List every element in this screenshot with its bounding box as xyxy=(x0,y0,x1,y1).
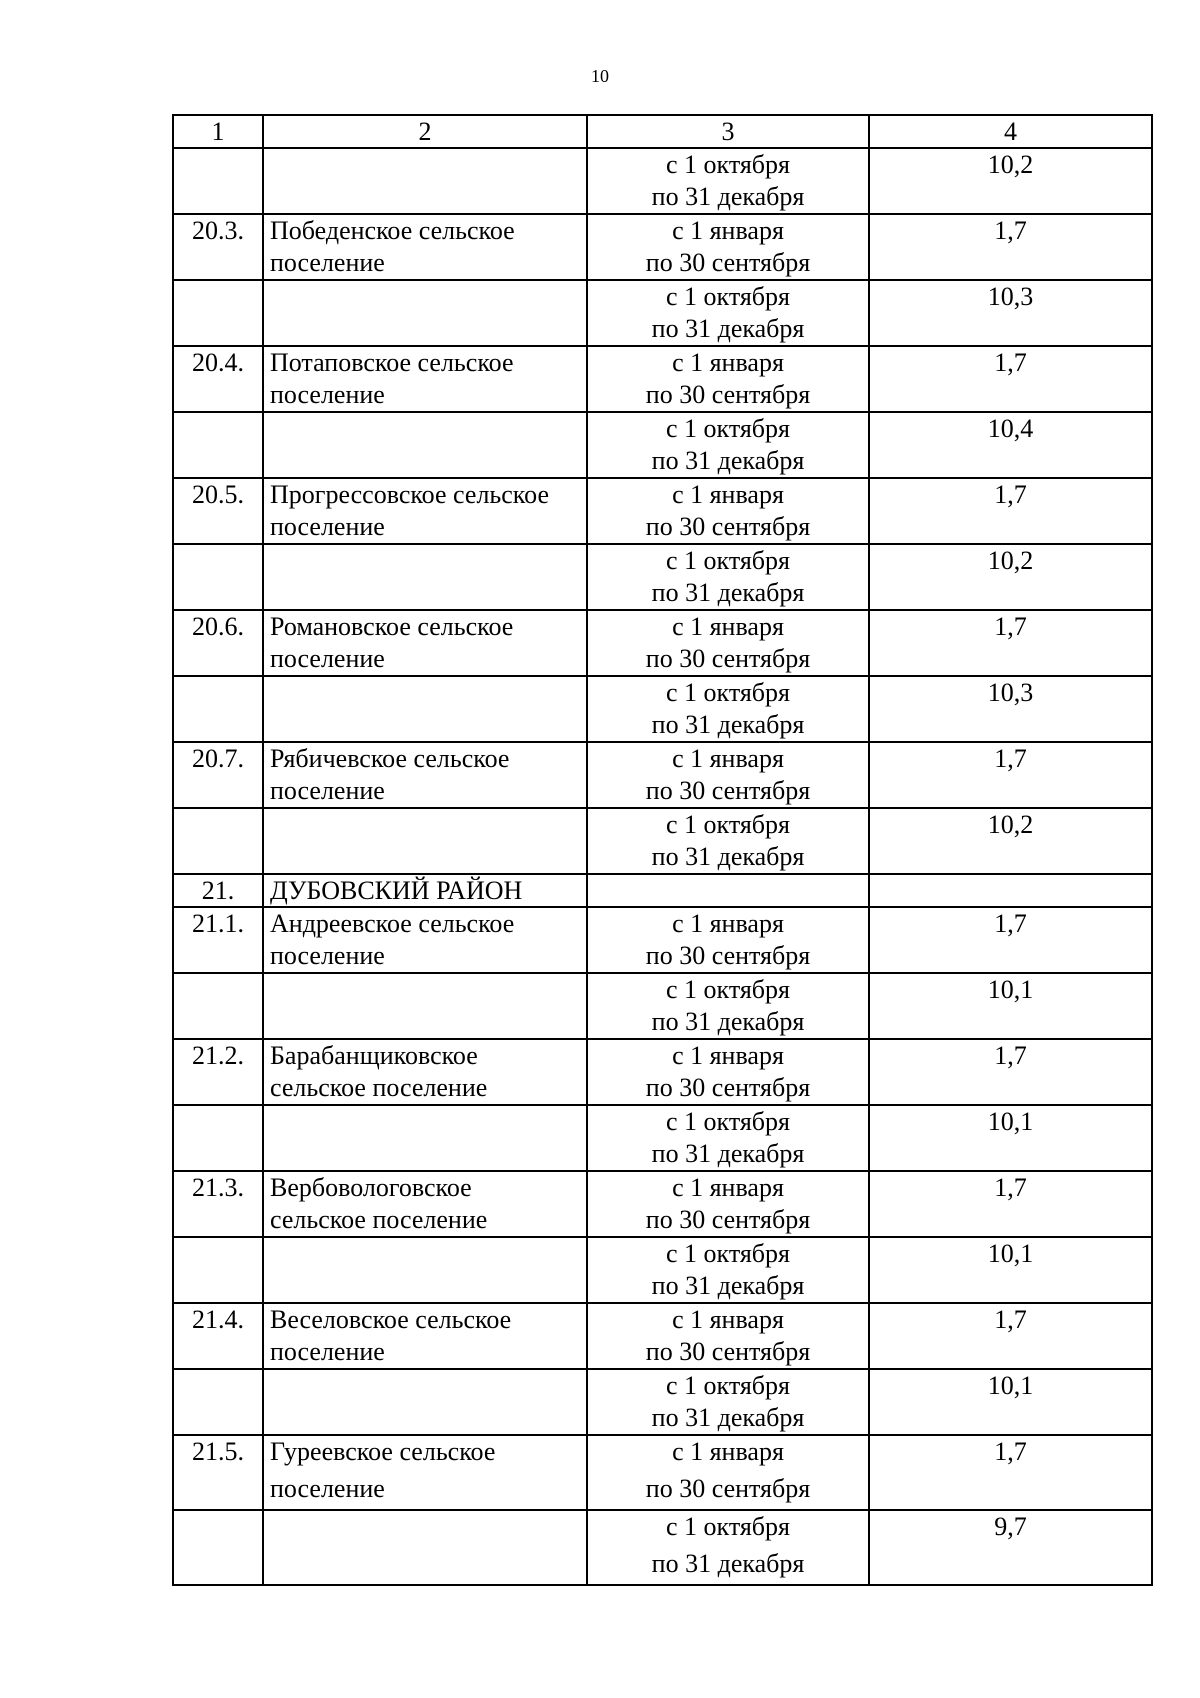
settlement-name-cell xyxy=(263,544,587,610)
table-row xyxy=(173,973,1152,1039)
period-cell xyxy=(587,1510,869,1585)
period-start: с 1 октября xyxy=(666,282,790,311)
table-row xyxy=(173,1369,1152,1435)
period-cell xyxy=(587,214,869,280)
row-number-cell: 20.6. xyxy=(173,610,263,676)
settlement-name-line-2: поселение xyxy=(270,380,385,409)
period-start: с 1 октября xyxy=(666,546,790,575)
table-row xyxy=(173,280,1152,346)
settlement-name-line-2: поселение xyxy=(270,941,385,970)
row-number-cell: 20.3. xyxy=(173,214,263,280)
table-row xyxy=(173,1105,1152,1171)
period-start: с 1 января xyxy=(672,909,784,938)
value-cell: 10,1 xyxy=(869,1237,1152,1303)
table-row xyxy=(173,874,1152,907)
page-number: 10 xyxy=(591,66,609,86)
value-cell: 1,7 xyxy=(869,214,1152,280)
period-end: по 31 декабря xyxy=(651,1007,805,1036)
table-row xyxy=(173,742,1152,808)
value-cell: 10,2 xyxy=(869,808,1152,874)
period-start: с 1 октября xyxy=(666,975,790,1004)
period-end: по 31 декабря xyxy=(651,314,805,343)
settlement-name-cell xyxy=(263,610,587,676)
settlement-name-cell xyxy=(263,1105,587,1171)
value-cell: 10,3 xyxy=(869,676,1152,742)
period-start: с 1 октября xyxy=(666,678,790,707)
table-row xyxy=(173,214,1152,280)
period-start: с 1 января xyxy=(672,348,784,377)
settlement-name-line-2: поселение xyxy=(270,248,385,277)
value-cell: 1,7 xyxy=(869,907,1152,973)
row-number-cell xyxy=(173,148,263,214)
period-cell xyxy=(587,1105,869,1171)
header-cell-2: 2 xyxy=(263,115,587,148)
row-number-cell xyxy=(173,1237,263,1303)
period-end: по 31 декабря xyxy=(651,446,805,475)
row-number-cell xyxy=(173,1510,263,1585)
period-end: по 30 сентября xyxy=(645,776,811,805)
table-header-row xyxy=(173,115,1152,148)
settlement-name-line-1: Рябичевское сельское xyxy=(270,744,510,773)
value-cell: 1,7 xyxy=(869,742,1152,808)
table-row xyxy=(173,412,1152,478)
settlement-name-line-1: Барабанщиковское xyxy=(270,1041,478,1070)
settlement-name-cell xyxy=(263,478,587,544)
row-number-cell: 20.7. xyxy=(173,742,263,808)
settlement-name-cell xyxy=(263,907,587,973)
settlement-name-line-2: поселение xyxy=(270,776,385,805)
period-end: по 30 сентября xyxy=(645,512,811,541)
row-number-cell xyxy=(173,412,263,478)
settlement-name-line-2: поселение xyxy=(270,644,385,673)
settlement-name-cell xyxy=(263,676,587,742)
period-start: с 1 января xyxy=(672,612,784,641)
period-cell xyxy=(587,973,869,1039)
period-end: по 31 декабря xyxy=(651,1271,805,1300)
period-start: с 1 января xyxy=(672,1173,784,1202)
settlement-name-line-2: сельское поселение xyxy=(270,1073,488,1102)
period-end: по 30 сентября xyxy=(645,1474,811,1503)
settlement-name-cell xyxy=(263,1237,587,1303)
period-cell xyxy=(587,907,869,973)
table-row xyxy=(173,148,1152,214)
period-cell xyxy=(587,1435,869,1510)
row-number-cell xyxy=(173,1105,263,1171)
period-cell xyxy=(587,676,869,742)
header-cell-4: 4 xyxy=(869,115,1152,148)
row-number-cell xyxy=(173,676,263,742)
value-cell: 10,1 xyxy=(869,973,1152,1039)
value-cell: 1,7 xyxy=(869,1303,1152,1369)
period-cell xyxy=(587,544,869,610)
table-row xyxy=(173,676,1152,742)
settlement-name-line-2: поселение xyxy=(270,512,385,541)
settlement-name-line-1: Потаповское сельское xyxy=(270,348,514,377)
settlement-name-cell xyxy=(263,214,587,280)
settlement-name-cell xyxy=(263,973,587,1039)
period-end: по 30 сентября xyxy=(645,1073,811,1102)
period-end: по 31 декабря xyxy=(651,1549,805,1578)
settlement-name-cell xyxy=(263,1039,587,1105)
settlement-name-cell xyxy=(263,346,587,412)
period-end: по 31 декабря xyxy=(651,842,805,871)
period-end: по 30 сентября xyxy=(645,248,811,277)
period-cell xyxy=(587,1369,869,1435)
period-start: с 1 октября xyxy=(666,810,790,839)
table-row xyxy=(173,544,1152,610)
value-cell: 1,7 xyxy=(869,346,1152,412)
period-start: с 1 октября xyxy=(666,1239,790,1268)
period-end: по 31 декабря xyxy=(651,710,805,739)
settlement-name-line-2: поселение xyxy=(270,1337,385,1366)
value-cell: 1,7 xyxy=(869,1435,1152,1510)
period-cell xyxy=(587,610,869,676)
period-end: по 30 сентября xyxy=(645,1205,811,1234)
period-end: по 31 декабря xyxy=(651,182,805,211)
value-cell: 1,7 xyxy=(869,1039,1152,1105)
row-number-cell xyxy=(173,544,263,610)
value-cell: 10,1 xyxy=(869,1369,1152,1435)
period-start: с 1 января xyxy=(672,744,784,773)
settlement-name-cell xyxy=(263,148,587,214)
period-cell xyxy=(587,1039,869,1105)
value-cell: 10,4 xyxy=(869,412,1152,478)
row-number-cell xyxy=(173,808,263,874)
value-cell: 10,2 xyxy=(869,544,1152,610)
settlement-name-cell xyxy=(263,808,587,874)
period-start: с 1 января xyxy=(672,480,784,509)
row-number-cell: 21.3. xyxy=(173,1171,263,1237)
tariff-table xyxy=(172,114,1153,1586)
settlement-name-cell xyxy=(263,1171,587,1237)
settlement-name-cell xyxy=(263,1303,587,1369)
period-cell xyxy=(587,1303,869,1369)
period-start: с 1 января xyxy=(672,216,784,245)
period-end: по 31 декабря xyxy=(651,578,805,607)
value-cell: 9,7 xyxy=(869,1510,1152,1585)
settlement-name-line-2: поселение xyxy=(270,1474,385,1503)
settlement-name-line-1: Победенское сельское xyxy=(270,216,515,245)
header-cell-1: 1 xyxy=(173,115,263,148)
table-row xyxy=(173,907,1152,973)
table-row xyxy=(173,1171,1152,1237)
period-cell xyxy=(587,1237,869,1303)
table-row xyxy=(173,1039,1152,1105)
period-end: по 31 декабря xyxy=(651,1139,805,1168)
settlement-name-line-2: сельское поселение xyxy=(270,1205,488,1234)
table-row xyxy=(173,478,1152,544)
row-number-cell: 20.4. xyxy=(173,346,263,412)
row-number-cell xyxy=(173,1369,263,1435)
settlement-name-line-1: Андреевское сельское xyxy=(270,909,515,938)
value-cell: 10,1 xyxy=(869,1105,1152,1171)
period-cell xyxy=(587,1171,869,1237)
period-start: с 1 октября xyxy=(666,150,790,179)
settlement-name-line-1: Вербовологовское xyxy=(270,1173,472,1202)
table-row xyxy=(173,346,1152,412)
header-cell-3: 3 xyxy=(587,115,869,148)
row-number-cell xyxy=(173,280,263,346)
settlement-name-cell xyxy=(263,874,587,907)
value-cell: 1,7 xyxy=(869,610,1152,676)
row-number-cell: 21.1. xyxy=(173,907,263,973)
period-start: с 1 января xyxy=(672,1305,784,1334)
period-cell xyxy=(587,808,869,874)
value-cell: 10,3 xyxy=(869,280,1152,346)
period-end: по 30 сентября xyxy=(645,644,811,673)
settlement-name-cell xyxy=(263,412,587,478)
period-start: с 1 октября xyxy=(666,414,790,443)
period-end: по 30 сентября xyxy=(645,380,811,409)
period-cell xyxy=(587,346,869,412)
settlement-name-cell xyxy=(263,1510,587,1585)
value-cell: 1,7 xyxy=(869,478,1152,544)
period-cell xyxy=(587,874,869,907)
value-cell: 1,7 xyxy=(869,1171,1152,1237)
period-end: по 30 сентября xyxy=(645,941,811,970)
settlement-name-line-1: ДУБОВСКИЙ РАЙОН xyxy=(270,876,523,905)
period-start: с 1 октября xyxy=(666,1512,790,1541)
value-cell xyxy=(869,874,1152,907)
period-cell xyxy=(587,148,869,214)
period-cell xyxy=(587,742,869,808)
period-start: с 1 января xyxy=(672,1041,784,1070)
table-row xyxy=(173,808,1152,874)
row-number-cell xyxy=(173,973,263,1039)
settlement-name-cell xyxy=(263,280,587,346)
period-cell xyxy=(587,478,869,544)
period-cell xyxy=(587,280,869,346)
row-number-cell: 21.2. xyxy=(173,1039,263,1105)
table-row xyxy=(173,1303,1152,1369)
period-start: с 1 октября xyxy=(666,1371,790,1400)
period-end: по 31 декабря xyxy=(651,1403,805,1432)
period-start: с 1 октября xyxy=(666,1107,790,1136)
row-number-cell: 21.5. xyxy=(173,1435,263,1510)
settlement-name-cell xyxy=(263,742,587,808)
settlement-name-cell xyxy=(263,1369,587,1435)
value-cell: 10,2 xyxy=(869,148,1152,214)
settlement-name-line-1: Веселовское сельское xyxy=(270,1305,512,1334)
settlement-name-cell xyxy=(263,1435,587,1510)
table-row xyxy=(173,1237,1152,1303)
period-start: с 1 января xyxy=(672,1437,784,1466)
table-row xyxy=(173,1435,1152,1510)
row-number-cell: 20.5. xyxy=(173,478,263,544)
settlement-name-line-1: Гуреевское сельское xyxy=(270,1437,496,1466)
row-number-cell: 21.4. xyxy=(173,1303,263,1369)
table-row xyxy=(173,1510,1152,1585)
table-row xyxy=(173,610,1152,676)
period-end: по 30 сентября xyxy=(645,1337,811,1366)
settlement-name-line-1: Романовское сельское xyxy=(270,612,514,641)
period-cell xyxy=(587,412,869,478)
settlement-name-line-1: Прогрессовское сельское xyxy=(270,480,549,509)
row-number-cell: 21. xyxy=(173,874,263,907)
